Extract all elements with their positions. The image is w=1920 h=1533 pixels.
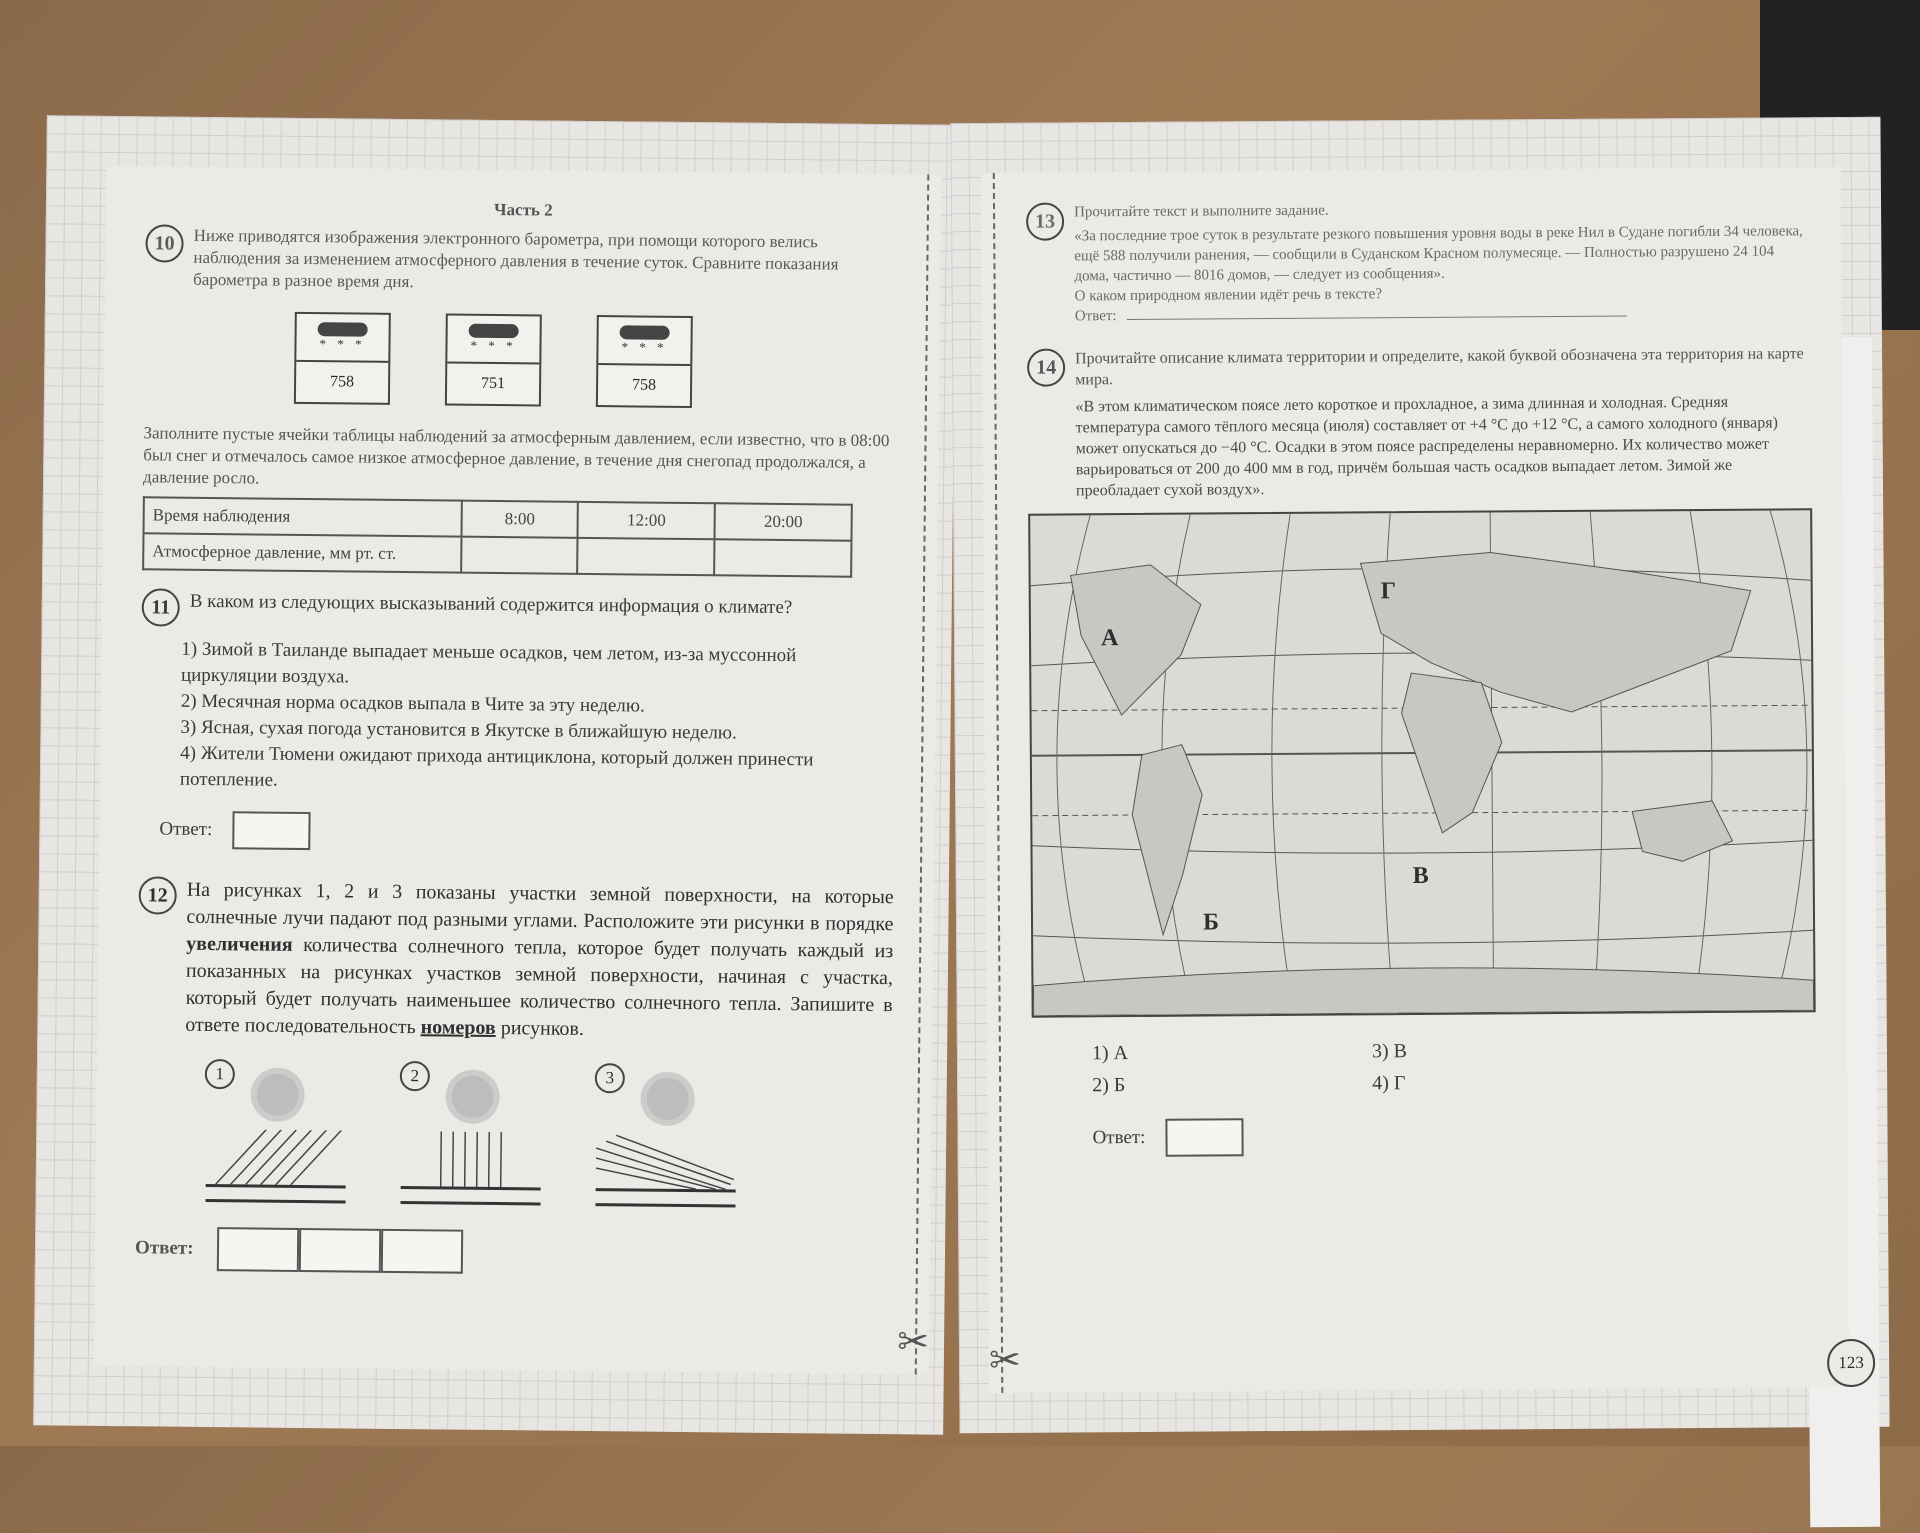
task-14-title: Прочитайте описание климата территории и определите, какой буквой обозначена эта территория на карте мира. — [1075, 345, 1804, 389]
task-13-answer — [1075, 301, 1812, 326]
answer-label: Ответ: — [134, 1237, 194, 1259]
table-row-label: Атмосферное давление, мм рт. ст. — [143, 533, 461, 572]
pressure-input-cell[interactable] — [577, 538, 714, 575]
option: 3) Ясная, сухая погода установится в Якутске в ближайшую неделю. — [180, 716, 737, 744]
choice: 4) Г — [1372, 1072, 1406, 1095]
task-12-text: На рисунках 1, 2 и 3 показаны участки земной поверхности, на которые солнечные лучи падают под разными углами. Расположите эти рисунки в порядке увеличения количества солнечного тепла, которое будет получать каждый из показанных на рисунках участков земной поверхности, начиная с участка, который будет получать наименьшее количество солнечного тепла. Запишите в ответе последовательность номеров рисунков. — [185, 878, 894, 1040]
option: 2) Месячная норма осадков выпала в Чите за эту неделю. — [180, 690, 645, 717]
time-cell: 8:00 — [461, 501, 578, 538]
figure-number: 2 — [400, 1061, 430, 1091]
option: 4) Жители Тюмени ожидают прихода антициклона, который должен принести потепление. — [179, 742, 814, 791]
task-10-instruction: Заполните пустые ячейки таблицы наблюдений за атмосферным давлением, если известно, что в 08:00 был снег и отмечалось самое низкое атмосферное давление, в течение дня снегопад продолжался, а давление росло. — [143, 423, 890, 488]
ground-surface — [206, 1184, 346, 1203]
observation-table — [142, 496, 853, 577]
task-13-quote: «За последние трое суток в результате резкого повышения уровня воды в реке Нил в Судане погибли 34 человека, ещё 588 получили ранения, — сообщили в Суданском Красном полумесяце. — Полностью разрушено 24 104 дома, частично — 8016 домов, — следует из сообщения». — [1074, 223, 1803, 285]
figure-2 — [390, 1061, 562, 1213]
barometer: * * * 758 — [596, 315, 693, 408]
right-page — [950, 117, 1889, 1433]
barometer-value: 751 — [481, 374, 506, 393]
part-title: Часть 2 — [494, 199, 553, 220]
task-10 — [145, 224, 901, 298]
sun-figures — [195, 1059, 757, 1215]
task-13-question: О каком природном явлении идёт речь в тексте? — [1074, 286, 1383, 305]
page-number: 123 — [1827, 1339, 1875, 1387]
map-letter-a: А — [1100, 625, 1119, 652]
figure-1 — [195, 1059, 367, 1211]
answer-label: Ответ: — [1074, 308, 1117, 325]
task-number: 14 — [1027, 348, 1065, 386]
answer-box[interactable] — [217, 1227, 299, 1272]
task-number: 13 — [1026, 202, 1064, 240]
figure-3 — [585, 1063, 757, 1215]
answer-line[interactable] — [1127, 316, 1627, 320]
barometer-value: 758 — [632, 376, 657, 394]
task-12-answer — [135, 1226, 890, 1278]
snow-cloud-icon — [620, 325, 670, 340]
figure-number: 1 — [205, 1059, 235, 1089]
pressure-input-cell[interactable] — [461, 537, 578, 574]
answer-box[interactable] — [1165, 1118, 1243, 1157]
scissors-icon: ✂ — [897, 1321, 930, 1364]
task-11-answer — [159, 810, 894, 856]
barometer-row — [294, 312, 900, 410]
pressure-input-cell[interactable] — [714, 539, 851, 576]
right-page-content — [981, 167, 1849, 1393]
sun-icon — [256, 1074, 298, 1116]
task-14-body — [1075, 343, 1813, 501]
choice: 2) Б — [1092, 1074, 1126, 1097]
figure-number: 3 — [595, 1063, 625, 1093]
map-letter-v: В — [1412, 862, 1429, 890]
task-10-text: Ниже приводятся изображения электронного барометра, при помощи которого велись наблюдения за изменением атмосферного давления в течение суток. Сравните показания барометра в разное время дня. — [193, 225, 839, 292]
map-graticule — [1030, 510, 1813, 1015]
task-11 — [142, 588, 897, 634]
sun-rays-oblique — [206, 1129, 347, 1190]
answer-box[interactable] — [232, 811, 310, 850]
sun-rays-vertical — [401, 1131, 542, 1192]
choice: 3) В — [1371, 1040, 1408, 1063]
ground-surface — [595, 1188, 735, 1207]
ground-surface — [401, 1186, 541, 1205]
task-13-body — [1074, 197, 1812, 326]
task-14-choices — [1092, 1033, 1652, 1101]
task-11-options — [180, 637, 897, 800]
map-letter-b: Б — [1202, 909, 1219, 936]
barometer: * * * 751 — [445, 313, 542, 406]
scissors-icon: ✂ — [988, 1339, 1022, 1383]
world-map — [1028, 508, 1815, 1017]
task-13-title: Прочитайте текст и выполните задание. — [1074, 202, 1329, 221]
task-number: 10 — [145, 224, 183, 262]
sun-icon — [451, 1076, 493, 1118]
task-14-quote: «В этом климатическом поясе лето короткое и прохладное, а зима длинная и холодная. Средняя температура самого тёплого месяца (июля) составляет от +4 °С до +12 °С, а самого холодного (января) может опускаться до −40 °С. Осадки в этом поясе распределены неравномерно. Их количество может варьироваться от 200 до 400 мм в год, причём большая часть осадков выпадает летом. Зимой же преобладает сухой воздух». — [1075, 393, 1778, 500]
map-letter-g: Г — [1380, 578, 1397, 605]
choice: 1) А — [1091, 1042, 1129, 1065]
barometer: * * * 758 — [294, 312, 391, 405]
task-12 — [137, 876, 894, 1046]
answer-box[interactable] — [381, 1229, 463, 1274]
task-13 — [1026, 197, 1812, 326]
answer-label: Ответ: — [159, 818, 213, 841]
answer-boxes — [217, 1227, 463, 1274]
table-row-label: Время наблюдения — [144, 497, 462, 536]
sun-rays-low-angle — [596, 1133, 737, 1194]
task-14 — [1027, 343, 1813, 501]
task-number: 12 — [139, 876, 177, 914]
task-number: 11 — [142, 588, 180, 626]
left-page — [33, 115, 957, 1434]
answer-label: Ответ: — [1092, 1126, 1146, 1149]
snow-cloud-icon — [318, 322, 368, 337]
task-14-answer — [1092, 1114, 1817, 1157]
option: 1) Зимой в Таиланде выпадает меньше осадков, чем летом, из-за муссонной циркуляции воздуха. — [180, 638, 797, 688]
sun-icon — [646, 1078, 688, 1120]
snow-cloud-icon — [469, 324, 519, 339]
barometer-value: 758 — [330, 373, 355, 391]
time-cell: 12:00 — [578, 502, 715, 539]
task-11-question: В каком из следующих высказываний содержится информация о климате? — [189, 590, 793, 619]
answer-box[interactable] — [299, 1228, 381, 1273]
left-page-content — [94, 166, 942, 1375]
time-cell: 20:00 — [715, 503, 852, 540]
